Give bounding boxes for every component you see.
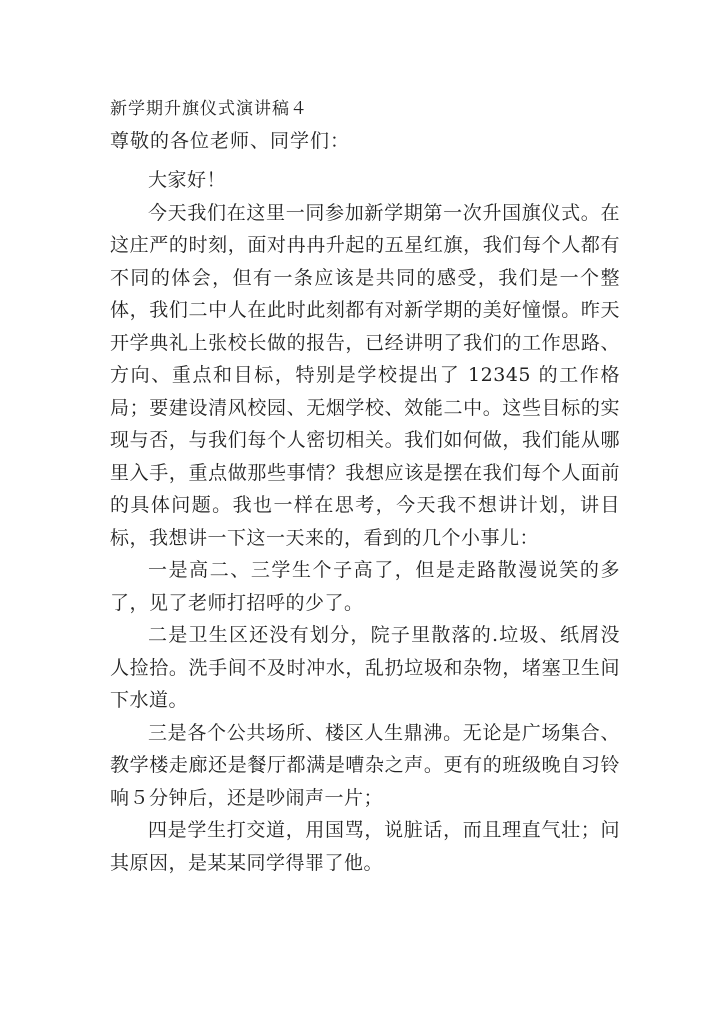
paragraph-point-2: 二是卫生区还没有划分，院子里散落的.垃圾、纸屑没人捡拾。洗手间不及时冲水，乱扔垃圾和杂物，堵塞卫生间下水道。 bbox=[110, 624, 620, 711]
paragraph-point-4: 四是学生打交道，用国骂，说脏话，而且理直气壮；问其原因，是某某同学得罪了他。 bbox=[110, 819, 620, 874]
paragraph-intro: 今天我们在这里一同参加新学期第一次升国旗仪式。在这庄严的时刻，面对冉冉升起的五星红旗，我们每个人都有不同的体会，但有一条应该是共同的感受，我们是一个整体，我们二中人在此时此刻都有对新学期的美好憧憬。昨天开学典礼上张校长做的报告，已经讲明了我们的工作思路、方向、重点和目标，特别是学校提出了 12345 的工作格局；要建设清风校园、无烟学校、效能二中。这些目标的实现与否，与我们每个人密切相关。我们如何做，我们能从哪里入手，重点做那些事情？我想应该是摆在我们每个人面前的具体问题。我也一样在思考，今天我不想讲计划，讲目标，我想讲一下这一天来的，看到的几个小事儿： bbox=[110, 201, 620, 549]
paragraph-point-3: 三是各个公共场所、楼区人生鼎沸。无论是广场集合、教学楼走廊还是餐厅都满是嘈杂之声。更有的班级晚自习铃响５分钟后，还是吵闹声一片； bbox=[110, 721, 620, 809]
document-title: 新学期升旗仪式演讲稿４ bbox=[110, 99, 308, 119]
salutation: 尊敬的各位老师、同学们： bbox=[110, 130, 351, 152]
paragraph-point-1: 一是高二、三学生个子高了，但是走路散漫说笑的多了，见了老师打招呼的少了。 bbox=[110, 559, 620, 614]
document-body bbox=[110, 98, 620, 879]
paragraph-greeting: 大家好！ bbox=[148, 169, 227, 191]
